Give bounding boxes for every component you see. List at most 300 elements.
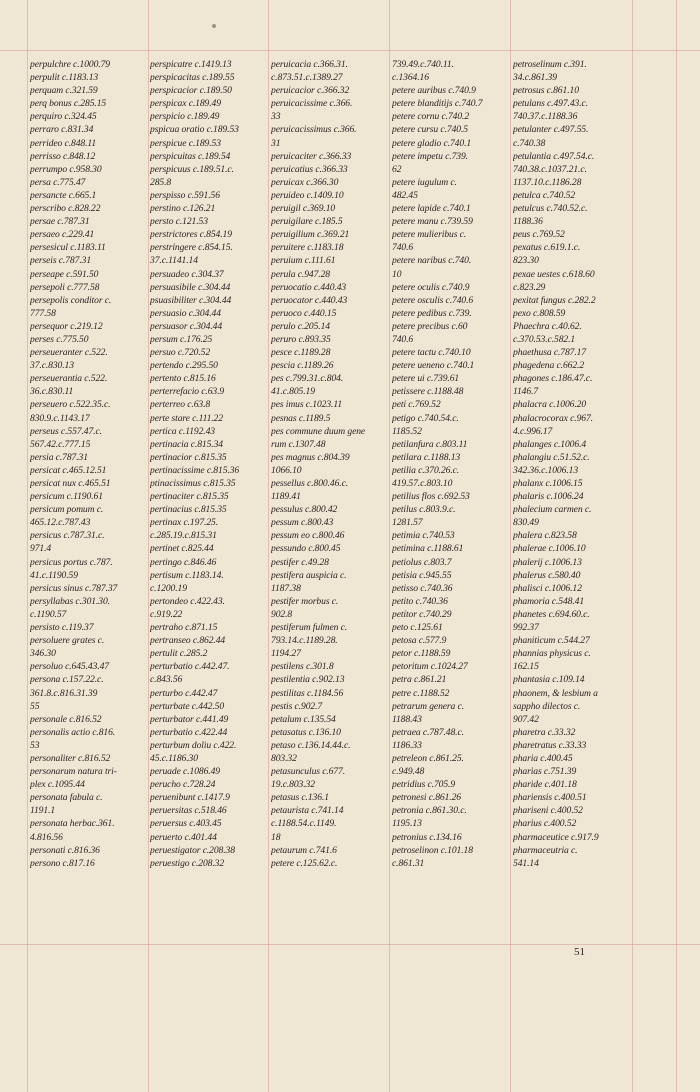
index-column-5 bbox=[513, 58, 633, 870]
index-entry: perturbatio c.422.44 bbox=[150, 726, 228, 738]
index-entry: perspicuus c.189.51.c. bbox=[150, 163, 234, 175]
index-entry: petilia c.370.26.c. bbox=[392, 464, 460, 476]
index-entry: pestifera auspicia c. bbox=[271, 569, 347, 581]
index-entry: persae c.787.31 bbox=[30, 216, 90, 228]
index-entry: pertendo c.295.50 bbox=[150, 360, 218, 372]
rule-top bbox=[0, 50, 700, 51]
index-entry: perq bonus c.285.15 bbox=[30, 98, 107, 110]
index-entry: pertinacius c.815.35 bbox=[150, 504, 227, 516]
index-entry: 740.6 bbox=[392, 333, 414, 345]
index-entry: 62 bbox=[392, 163, 402, 175]
index-entry: c.370.53.c.582.1 bbox=[513, 333, 576, 345]
index-entry: petraea c.787.48.c. bbox=[392, 726, 464, 738]
index-entry: pexo c.808.59 bbox=[513, 307, 566, 319]
index-entry: perpulit c.1183.13 bbox=[30, 72, 99, 84]
index-entry: phaethusa c.787.17 bbox=[513, 347, 587, 359]
index-entry: perrideo c.848.11 bbox=[30, 137, 97, 149]
index-entry: 823.30 bbox=[513, 255, 539, 267]
index-entry: 36.c.830.11 bbox=[30, 386, 74, 398]
index-entry: petaurista c.741.14 bbox=[271, 805, 344, 817]
index-entry: c.843.56 bbox=[150, 674, 183, 686]
index-entry: persicus portus c.787. bbox=[30, 556, 113, 568]
index-entry: phaniticum c.544.27 bbox=[513, 635, 590, 647]
index-entry: 419.57.c.803.10 bbox=[392, 478, 453, 489]
index-entry: psuasibiliter c.304.44 bbox=[150, 294, 232, 306]
index-entry: c.285.19.c.815.31 bbox=[150, 530, 217, 542]
index-entry: petigo c.740.54.c. bbox=[392, 412, 459, 424]
index-entry: pes c.799.31.c.804. bbox=[271, 373, 344, 385]
index-entry: c.1364.16 bbox=[392, 72, 429, 84]
index-entry: pharide c.401.18 bbox=[513, 779, 577, 791]
index-entry: c.949.48 bbox=[392, 766, 425, 778]
index-entry: plex c.1095.44 bbox=[30, 779, 85, 791]
index-entry: c.1190.57 bbox=[30, 608, 67, 620]
index-entry: persesicul c.1183.11 bbox=[30, 242, 106, 254]
index-entry: pertinax c.197.25. bbox=[150, 517, 219, 529]
index-entry: phalera c.823.58 bbox=[513, 530, 577, 542]
index-entry: 53 bbox=[30, 739, 40, 751]
index-entry: pertinacissime c.815.36 bbox=[150, 464, 240, 476]
index-entry: 803.32 bbox=[271, 752, 297, 764]
index-entry: peruoco c.440.15 bbox=[271, 307, 337, 319]
index-entry: perspicax c.189.49 bbox=[150, 98, 221, 110]
index-entry: pestilentia c.902.13 bbox=[271, 674, 345, 686]
index-entry: 740.38.c.1037.21.c. bbox=[513, 163, 587, 175]
index-column-2 bbox=[150, 58, 270, 870]
index-entry: personata herbac.361. bbox=[30, 818, 115, 830]
index-entry: pessum c.800.43 bbox=[271, 517, 334, 529]
index-entry: personata fabula c. bbox=[30, 792, 103, 804]
index-entry: 1188.36 bbox=[513, 216, 543, 228]
index-column-4 bbox=[392, 58, 512, 870]
index-entry: perstrictores c.854.19 bbox=[150, 229, 232, 241]
index-entry: 992.37 bbox=[513, 622, 539, 634]
index-entry: phalerij c.1006.13 bbox=[513, 556, 582, 568]
index-entry: personarum natura tri- bbox=[30, 766, 117, 778]
index-entry: petere cornu c.740.2 bbox=[392, 111, 470, 123]
index-entry: peruersitas c.518.46 bbox=[150, 805, 227, 817]
index-entry: pharmaceutice c.917.9 bbox=[513, 831, 599, 843]
index-entry: pestifer c.49.28 bbox=[271, 556, 329, 568]
index-entry: phariseni c.400.52 bbox=[513, 805, 583, 817]
index-entry: phalaris c.1006.24 bbox=[513, 491, 584, 503]
index-entry: perspicue c.189.53 bbox=[150, 137, 221, 149]
index-entry: perturbum doliu c.422. bbox=[150, 739, 237, 751]
index-entry: 1137.10.c.1186.28 bbox=[513, 176, 582, 188]
index-entry: pharetratus c.33.33 bbox=[513, 739, 587, 751]
index-entry: petasunculus c.677. bbox=[271, 766, 346, 778]
index-entry: perstino c.126.21 bbox=[150, 203, 216, 215]
index-entry: persequor c.219.12 bbox=[30, 320, 103, 332]
index-entry: 19.c.803.32 bbox=[271, 779, 315, 791]
index-entry: peruicacissimus c.366. bbox=[271, 124, 357, 136]
index-entry: 55 bbox=[30, 700, 40, 712]
index-entry: 902.8 bbox=[271, 608, 293, 620]
index-entry: perula c.947.28 bbox=[271, 268, 330, 280]
index-entry: perseuero c.522.35.c. bbox=[30, 399, 111, 411]
index-entry: 33 bbox=[271, 111, 281, 123]
index-entry: perraro c.831.34 bbox=[30, 124, 94, 136]
index-entry: c.861.31 bbox=[392, 857, 425, 869]
index-entry: pertulit c.285.2 bbox=[150, 648, 208, 660]
rule-bottom bbox=[0, 944, 700, 945]
index-entry: 907.42 bbox=[513, 713, 539, 725]
index-entry: petere iugulum c. bbox=[392, 176, 457, 188]
index-entry: 4.c.996.17 bbox=[513, 425, 553, 437]
index-entry: petere impetu c.739. bbox=[392, 150, 468, 162]
index-entry: persoluere grates c. bbox=[30, 635, 105, 647]
index-entry: petulantia c.497.54.c. bbox=[513, 150, 595, 162]
index-entry: ptinacissimus c.815.35 bbox=[150, 478, 236, 489]
index-entry: pexitat fungus c.282.2 bbox=[513, 294, 596, 306]
index-entry: perturbate c.442.50 bbox=[150, 700, 225, 712]
index-entry: c.740.38 bbox=[513, 137, 546, 149]
index-entry: phanetes c.694.60.c. bbox=[513, 608, 590, 620]
index-entry: pessundo c.800.45 bbox=[271, 543, 341, 555]
index-entry: petulca c.740.52 bbox=[513, 189, 576, 201]
index-entry: pestiferum fulmen c. bbox=[271, 622, 348, 634]
index-entry: phalisci c.1006.12 bbox=[513, 582, 582, 594]
index-entry: peruigilare c.185.5 bbox=[271, 216, 343, 228]
index-entry: pestis c.902.7 bbox=[271, 700, 323, 712]
index-entry: 1185.52 bbox=[392, 425, 422, 437]
index-entry: petere auribus c.740.9 bbox=[392, 85, 476, 97]
index-entry: persancte c.665.1 bbox=[30, 189, 97, 201]
index-entry: petere ui c.739.61 bbox=[392, 373, 460, 385]
index-entry: 361.8.c.816.31.39 bbox=[30, 687, 98, 699]
index-entry: petere precibus c.60 bbox=[392, 320, 468, 332]
index-entry: 37.c.1141.14 bbox=[150, 255, 198, 267]
index-entry: peruestigator c.208.38 bbox=[150, 844, 235, 856]
index-entry: pharia c.400.45 bbox=[513, 752, 573, 764]
index-entry: perterrefacio c.63.9 bbox=[150, 386, 225, 398]
index-entry: pestifer morbus c. bbox=[271, 595, 339, 607]
index-entry: 1146.7 bbox=[513, 386, 539, 398]
index-entry: persuasio c.304.44 bbox=[150, 307, 221, 319]
index-entry: peruicax c.366.30 bbox=[271, 176, 339, 188]
index-entry: perspicio c.189.49 bbox=[150, 111, 220, 123]
index-entry: pexatus c.619.1.c. bbox=[513, 242, 581, 254]
index-entry: perspicuitas c.189.54 bbox=[150, 150, 231, 162]
index-entry: peruerto c.401.44 bbox=[150, 831, 217, 843]
index-entry: 567.42.c.777.15 bbox=[30, 438, 91, 450]
index-entry: 4.816.56 bbox=[30, 831, 63, 843]
index-entry: petulans c.497.43.c. bbox=[513, 98, 589, 110]
index-entry: c.1200.19 bbox=[150, 582, 187, 594]
index-entry: peruitere c.1183.18 bbox=[271, 242, 344, 254]
index-entry: persuasibile c.304.44 bbox=[150, 281, 231, 293]
index-entry: peruium c.111.61 bbox=[271, 255, 336, 267]
index-entry: phalanx c.1006.15 bbox=[513, 478, 583, 489]
index-entry: peruersus c.403.45 bbox=[150, 818, 222, 830]
index-entry: persia c.787.31 bbox=[30, 451, 88, 463]
index-entry: peto c.125.61 bbox=[392, 622, 443, 634]
index-entry: 1191.1 bbox=[30, 805, 56, 817]
index-entry: petere pedibus c.739. bbox=[392, 307, 472, 319]
index-entry: persto c.121.53 bbox=[150, 216, 208, 228]
index-entry: perseis c.787.31 bbox=[30, 255, 92, 267]
index-entry: perseuerantia c.522. bbox=[30, 373, 108, 385]
index-entry: 740.6 bbox=[392, 242, 414, 254]
index-entry: personati c.816.36 bbox=[30, 844, 100, 856]
index-entry: phaonem, & lesbium a bbox=[513, 687, 598, 699]
index-entry: 465.12.c.787.43 bbox=[30, 517, 91, 529]
index-entry: petere cursu c.740.5 bbox=[392, 124, 468, 136]
index-entry: perrisso c.848.12 bbox=[30, 150, 96, 162]
index-entry: 346.30 bbox=[30, 648, 56, 660]
index-entry: petor c.1188.59 bbox=[392, 648, 451, 660]
index-entry: 41.c.1190.59 bbox=[30, 569, 78, 581]
index-entry: persicus sinus c.787.37 bbox=[30, 582, 118, 594]
index-entry: peruicacissime c.366. bbox=[271, 98, 353, 110]
rule-left bbox=[27, 0, 28, 1092]
index-entry: 37.c.830.13 bbox=[30, 360, 74, 372]
index-entry: c.919.22 bbox=[150, 608, 183, 620]
index-entry: pestilitas c.1184.56 bbox=[271, 687, 344, 699]
index-entry: pertento c.815.16 bbox=[150, 373, 216, 385]
index-entry: petrosus c.861.10 bbox=[513, 85, 579, 97]
index-entry: 830.9.c.1143.17 bbox=[30, 412, 90, 424]
index-entry: pertondeo c.422.43. bbox=[150, 595, 225, 607]
index-entry: petra c.861.21 bbox=[392, 674, 447, 686]
index-entry: peruenibunt c.1417.9 bbox=[150, 792, 230, 804]
index-entry: 739.49.c.740.11. bbox=[392, 59, 454, 70]
index-entry: petaso c.136.14.44.c. bbox=[271, 739, 351, 751]
index-entry: persepolis conditor c. bbox=[30, 294, 112, 306]
index-entry: peruocatio c.440.43 bbox=[271, 281, 347, 293]
index-entry: personaliter c.816.52 bbox=[30, 752, 111, 764]
index-entry: persono c.817.16 bbox=[30, 857, 95, 869]
index-entry: 162.15 bbox=[513, 661, 539, 673]
index-entry: perturbator c.441.49 bbox=[150, 713, 229, 725]
index-entry: 285.8 bbox=[150, 176, 172, 188]
index-entry: petissere c.1188.48 bbox=[392, 386, 464, 398]
index-entry: petimina c.1188.61 bbox=[392, 543, 464, 555]
index-entry: petisia c.945.55 bbox=[392, 569, 452, 581]
rule-edge bbox=[676, 0, 677, 1092]
index-entry: pessellus c.800.46.c. bbox=[271, 478, 349, 489]
index-entry: petere c.125.62.c. bbox=[271, 857, 338, 869]
index-entry: peruicaciter c.366.33 bbox=[271, 150, 352, 162]
index-entry: phagedena c.662.2 bbox=[513, 360, 585, 372]
index-entry: 1187.38 bbox=[271, 582, 301, 594]
index-entry: pertinaciter c.815.35 bbox=[150, 491, 229, 503]
index-entry: 830.49 bbox=[513, 517, 539, 529]
index-entry: petoritum c.1024.27 bbox=[392, 661, 468, 673]
index-entry: peus c.769.52 bbox=[513, 229, 565, 241]
index-entry: pes commune duum gene bbox=[271, 425, 366, 437]
index-entry: petalum c.135.54 bbox=[271, 713, 336, 725]
index-entry: pertinacior c.815.35 bbox=[150, 451, 227, 463]
index-entry: persa c.775.47 bbox=[30, 176, 86, 188]
index-entry: 541.14 bbox=[513, 857, 539, 869]
index-entry: pertranseo c.862.44 bbox=[150, 635, 226, 647]
index-entry: pertinet c.825.44 bbox=[150, 543, 214, 555]
index-entry: petiolus c.803.7 bbox=[392, 556, 452, 568]
index-entry: pertisum c.1183.14. bbox=[150, 569, 224, 581]
index-entry: petronius c.134.16 bbox=[392, 831, 462, 843]
index-entry: 777.58 bbox=[30, 307, 56, 319]
index-entry: peruideo c.1409.10 bbox=[271, 189, 344, 201]
index-entry: petilus c.803.9.c. bbox=[392, 504, 456, 516]
index-entry: phagones c.186.47.c. bbox=[513, 373, 593, 385]
index-entry: 1195.13 bbox=[392, 818, 422, 830]
index-entry: phalecium carmen c. bbox=[513, 504, 592, 516]
index-entry: pertinacia c.815.34 bbox=[150, 438, 223, 450]
index-entry: pexae uestes c.618.60 bbox=[513, 268, 595, 280]
index-entry: petre c.1188.52 bbox=[392, 687, 450, 699]
index-entry: perquam c.321.59 bbox=[30, 85, 98, 97]
index-entry: 1066.10 bbox=[271, 464, 302, 476]
index-entry: perturbo c.442.47 bbox=[150, 687, 218, 699]
index-entry: perspicacitas c.189.55 bbox=[150, 72, 235, 84]
index-entry: petridius c.705.9 bbox=[392, 779, 456, 791]
index-entry: 971.4 bbox=[30, 543, 52, 555]
index-entry: phalanges c.1006.4 bbox=[513, 438, 587, 450]
index-entry: pesce c.1189.28 bbox=[271, 347, 331, 359]
index-entry: perte stare c.111.22 bbox=[150, 412, 223, 424]
index-entry: persyllabas c.301.30. bbox=[30, 595, 110, 607]
index-entry: 793.14.c.1189.28. bbox=[271, 635, 338, 647]
index-entry: petreleon c.861.25. bbox=[392, 752, 464, 764]
index-entry: personalis actio c.816. bbox=[30, 726, 116, 738]
index-entry: persicat nux c.465.51 bbox=[30, 478, 111, 489]
index-entry: perspicatre c.1419.13 bbox=[150, 59, 232, 70]
index-entry: phalacrocorax c.967. bbox=[513, 412, 593, 424]
index-entry: personale c.816.52 bbox=[30, 713, 102, 725]
index-entry: 1188.43 bbox=[392, 713, 422, 725]
index-entry: petere manu c.739.59 bbox=[392, 216, 473, 228]
index-entry: persaeo c.229.41 bbox=[30, 229, 95, 241]
index-entry: pharetra c.33.32 bbox=[513, 726, 576, 738]
index-entry: petere blanditijs c.740.7 bbox=[392, 98, 483, 110]
page-number: 51 bbox=[574, 946, 585, 958]
index-entry: pesnas c.1189.5 bbox=[271, 412, 331, 424]
index-entry: petito c.740.36 bbox=[392, 595, 448, 607]
index-entry: petronesi c.861.26 bbox=[392, 792, 461, 804]
index-entry: 41.c.805.19 bbox=[271, 386, 315, 398]
index-entry: pescia c.1189.26 bbox=[271, 360, 334, 372]
index-entry: pharmaceutria c. bbox=[513, 844, 578, 856]
index-entry: pessum eo c.800.46 bbox=[271, 530, 345, 542]
index-entry: pertingo c.846.46 bbox=[150, 556, 217, 568]
index-entry: petaurum c.741.6 bbox=[271, 844, 337, 856]
index-entry: c.823.29 bbox=[513, 281, 546, 293]
index-entry: peruigil c.369.10 bbox=[271, 203, 336, 215]
index-entry: perulo c.205.14 bbox=[271, 320, 330, 332]
index-entry: petere gladio c.740.1 bbox=[392, 137, 472, 149]
index-entry: petasus c.136.1 bbox=[271, 792, 329, 804]
index-entry: petilanfura c.803.11 bbox=[392, 438, 468, 450]
index-entry: peruestigo c.208.32 bbox=[150, 857, 225, 869]
index-entry: petere lapide c.740.1 bbox=[392, 203, 471, 215]
index-entry: petere oculis c.740.9 bbox=[392, 281, 470, 293]
index-entry: persuadeo c.304.37 bbox=[150, 268, 224, 280]
index-entry: petulanter c.497.55. bbox=[513, 124, 589, 136]
index-column-1 bbox=[30, 58, 150, 870]
index-entry: peruicacior c.366.32 bbox=[271, 85, 350, 97]
index-entry: 1186.33 bbox=[392, 739, 422, 751]
index-entry: pharius c.400.52 bbox=[513, 818, 577, 830]
index-entry: pspicua oratio c.189.53 bbox=[150, 124, 239, 136]
index-entry: 740.37.c.1188.36 bbox=[513, 111, 578, 123]
index-entry: phalerae c.1006.10 bbox=[513, 543, 586, 555]
index-entry: petasatus c.136.10 bbox=[271, 726, 341, 738]
index-entry: petroselinon c.101.18 bbox=[392, 844, 473, 856]
index-entry: petroselinum c.391. bbox=[513, 59, 587, 70]
index-entry: peti c.769.52 bbox=[392, 399, 441, 411]
index-entry: petisso c.740.36 bbox=[392, 582, 453, 594]
index-entry: persicum c.1190.61 bbox=[30, 491, 103, 503]
index-entry: petere mulieribus c. bbox=[392, 229, 467, 241]
index-entry: persuasor c.304.44 bbox=[150, 320, 223, 332]
index-entry: phariensis c.400.51 bbox=[513, 792, 587, 804]
index-entry: pertraho c.871.15 bbox=[150, 622, 218, 634]
index-entry: perquiro c.324.45 bbox=[30, 111, 97, 123]
index-column-3 bbox=[271, 58, 391, 870]
index-entry: 1281.57 bbox=[392, 517, 423, 529]
index-entry: 45.c.1186.30 bbox=[150, 752, 198, 764]
index-entry: perterreo c.63.8 bbox=[150, 399, 211, 411]
page-spot bbox=[212, 24, 216, 28]
index-entry: persicum pomum c. bbox=[30, 504, 104, 516]
index-entry: peruade c.1086.49 bbox=[150, 766, 220, 778]
index-entry: peruigilium c.369.21 bbox=[271, 229, 350, 241]
index-entry: persicus c.787.31.c. bbox=[30, 530, 105, 542]
index-entry: perspisso c.591.56 bbox=[150, 189, 220, 201]
index-entry: petitor c.740.29 bbox=[392, 608, 452, 620]
index-entry: perturbatio c.442.47. bbox=[150, 661, 230, 673]
index-entry: petere naribus c.740. bbox=[392, 255, 472, 267]
index-entry: pharias c.751.39 bbox=[513, 766, 577, 778]
index-entry: 342.36.c.1006.13 bbox=[513, 464, 579, 476]
index-entry: petosa c.577.9 bbox=[392, 635, 447, 647]
index-entry: 1194.27 bbox=[271, 648, 301, 660]
index-entry: petilius flos c.692.53 bbox=[392, 491, 470, 503]
index-entry: persum c.176.25 bbox=[150, 333, 213, 345]
index-entry: perseueranter c.522. bbox=[30, 347, 108, 359]
index-entry: pestilens c.301.8 bbox=[271, 661, 334, 673]
index-entry: petimia c.740.53 bbox=[392, 530, 455, 542]
index-entry: sappho dilectos c. bbox=[513, 700, 581, 712]
index-entry: phalangiu c.51.52.c. bbox=[513, 451, 590, 463]
index-entry: perspicacior c.189.50 bbox=[150, 85, 232, 97]
index-entry: petulcus c.740.52.c. bbox=[513, 203, 588, 215]
index-entry: rum c.1307.48 bbox=[271, 438, 326, 450]
index-entry: phamoria c.548.41 bbox=[513, 595, 585, 607]
index-entry: petere ueneno c.740.1 bbox=[392, 360, 475, 372]
index-entry: 34.c.861.39 bbox=[513, 72, 557, 84]
index-entry: pertica c.1192.43 bbox=[150, 425, 215, 437]
index-entry: peruocator c.440.43 bbox=[271, 294, 348, 306]
index-entry: 10 bbox=[392, 268, 402, 280]
index-entry: 1189.41 bbox=[271, 491, 301, 503]
index-entry: persepoli c.777.58 bbox=[30, 281, 100, 293]
index-entry: pes imus c.1023.11 bbox=[271, 399, 343, 411]
index-entry: perscribo c.828.22 bbox=[30, 203, 101, 215]
index-entry: perucho c.728.24 bbox=[150, 779, 216, 791]
index-entry: petilara c.1188.13 bbox=[392, 451, 461, 463]
index-entry: perrumpo c.958.30 bbox=[30, 163, 102, 175]
index-entry: persisto c.119.37 bbox=[30, 622, 94, 634]
index-entry: perseus c.557.47.c. bbox=[30, 425, 102, 437]
index-entry: peruro c.893.35 bbox=[271, 333, 331, 345]
index-entry: peruicacia c.366.31. bbox=[271, 59, 348, 70]
index-entry: perses c.775.50 bbox=[30, 333, 89, 345]
index-entry: petere osculis c.740.6 bbox=[392, 294, 474, 306]
index-entry: perseape c.591.50 bbox=[30, 268, 99, 280]
index-entry: petronia c.861.30.c. bbox=[392, 805, 467, 817]
